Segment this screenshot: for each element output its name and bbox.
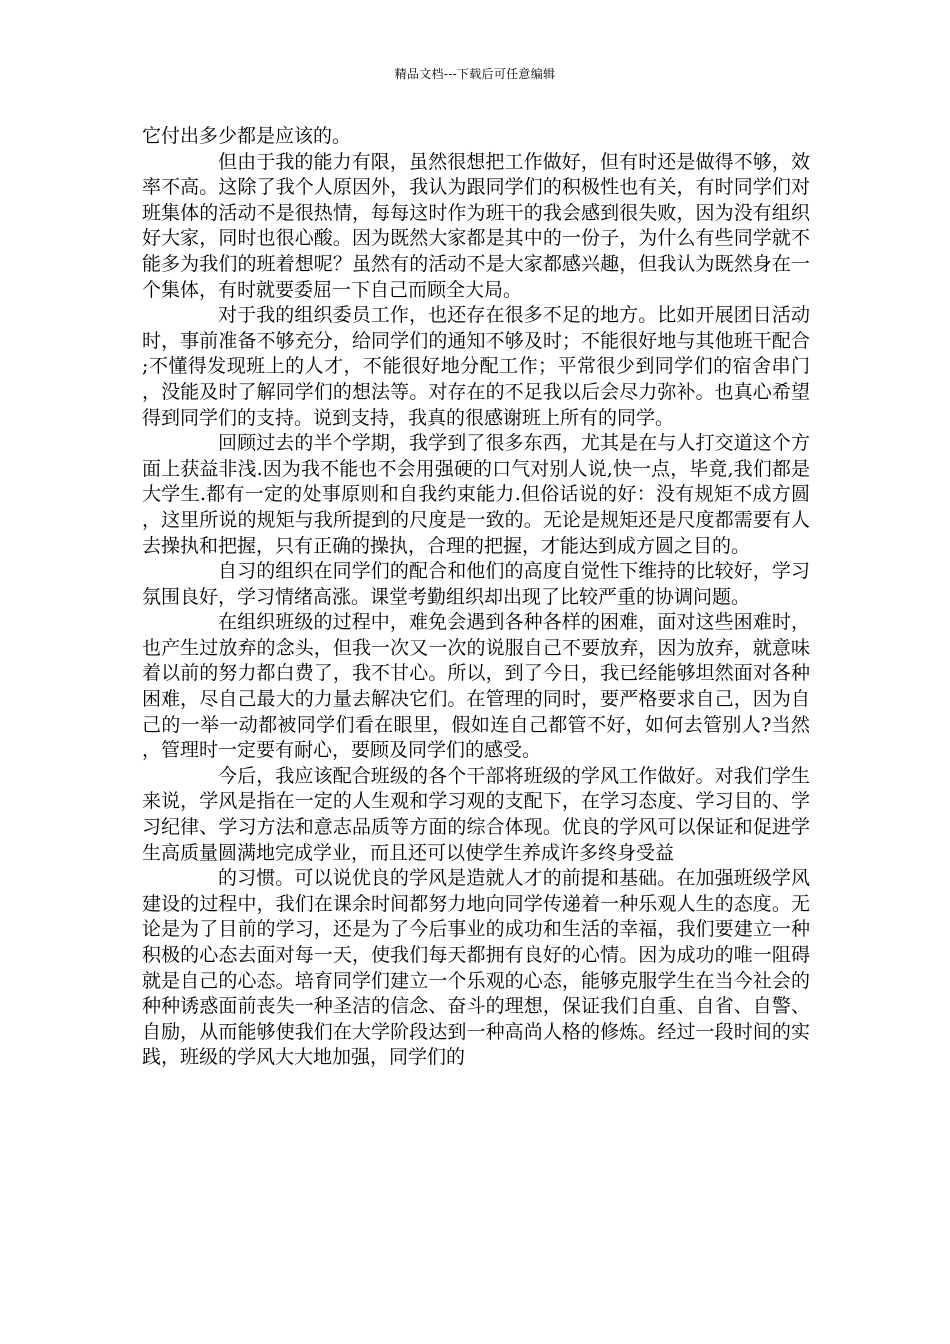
paragraph-habits: 的习惯。可以说优良的学风是造就人才的前提和基础。在加强班级学风建设的过程中，我们在课余时间都努力地向同学传递着一种乐观人生的态度。无论是为了目前的学习，还是为了今后事业的成功和生活的幸福，我们要建立一种积极的心态去面对每一天，使我们每天都拥有良好的心情。因为成功的唯一阻碍就是自己的心态。培育同学们建立一个乐观的心态，能够克服学生在当今社会的种种诱惑面前丧失一种圣洁的信念、奋斗的理想，保证我们自重、自省、自警、自励，从而能够使我们在大学阶段达到一种高尚人格的修炼。经过一段时间的实践，班级的学风大大地加强，同学们的: [142, 867, 810, 1069]
document-body: [142, 124, 810, 1071]
paragraph-review: 回顾过去的半个学期，我学到了很多东西，尤其是在与人打交道这个方面上获益非浅.因为我不能也不会用强硬的口气对别人说,快一点，毕竟,我们都是大学生.都有一定的处事原则和自我约束能力.但俗话说的好：没有规矩不成方圆，这里所说的规矩与我所提到的尺度是一致的。无论是规矩还是尺度都需要有人去操执和把握，只有正确的操执，合理的把握，才能达到成方圆之目的。: [142, 432, 810, 557]
paragraph-continuation: 它付出多少都是应该的。: [142, 125, 352, 147]
paragraph-self-study: 自习的组织在同学们的配合和他们的高度自觉性下维持的比较好，学习氛围良好，学习情绪高涨。课堂考勤组织却出现了比较严重的协调问题。: [142, 560, 810, 608]
paragraph-organizing-work: 对于我的组织委员工作，也还存在很多不足的地方。比如开展团日活动时，事前准备不够充分，给同学们的通知不够及时；不能很好地与其他班干配合;不懂得发现班上的人才，不能很好地分配工作；平常很少到同学们的宿舍串门，没能及时了解同学们的想法等。对存在的不足我以后会尽力弥补。也真心希望得到同学们的支持。说到支持，我真的很感谢班上所有的同学。: [142, 304, 810, 429]
paragraph-difficulties: 在组织班级的过程中，难免会遇到各种各样的困难，面对这些困难时，也产生过放弃的念头，但我一次又一次的说服自己不要放弃，因为放弃，就意味着以前的努力都白费了，我不甘心。所以，到了今日，我已经能够坦然面对各种困难，尽自己最大的力量去解决它们。在管理的同时，要严格要求自己，因为自己的一举一动都被同学们看在眼里，假如连自己都管不好，如何去管别人?当然，管理时一定要有耐心，要顾及同学们的感受。: [142, 611, 810, 762]
paragraph-ability: 但由于我的能力有限，虽然很想把工作做好，但有时还是做得不够，效率不高。这除了我个人原因外，我认为跟同学们的积极性也有关，有时同学们对班集体的活动不是很热情，每每这时作为班干的我会感到很失败，因为没有组织好大家，同时也很心酸。因为既然大家都是其中的一份子，为什么有些同学就不能多为我们的班着想呢？虽然有的活动不是大家都感兴趣，但我认为既然身在一个集体，有时就要委屈一下自己而顾全大局。: [142, 150, 810, 301]
paragraph-study-style: 今后，我应该配合班级的各个干部将班级的学风工作做好。对我们学生来说，学风是指在一定的人生观和学习观的支配下，在学习态度、学习目的、学习纪律、学习方法和意志品质等方面的综合体现。优良的学风可以保证和促进学生高质量圆满地完成学业，而且还可以使学生养成许多终身受益: [142, 764, 810, 864]
page-header: 精品文档---下载后可任意编辑: [394, 67, 556, 81]
